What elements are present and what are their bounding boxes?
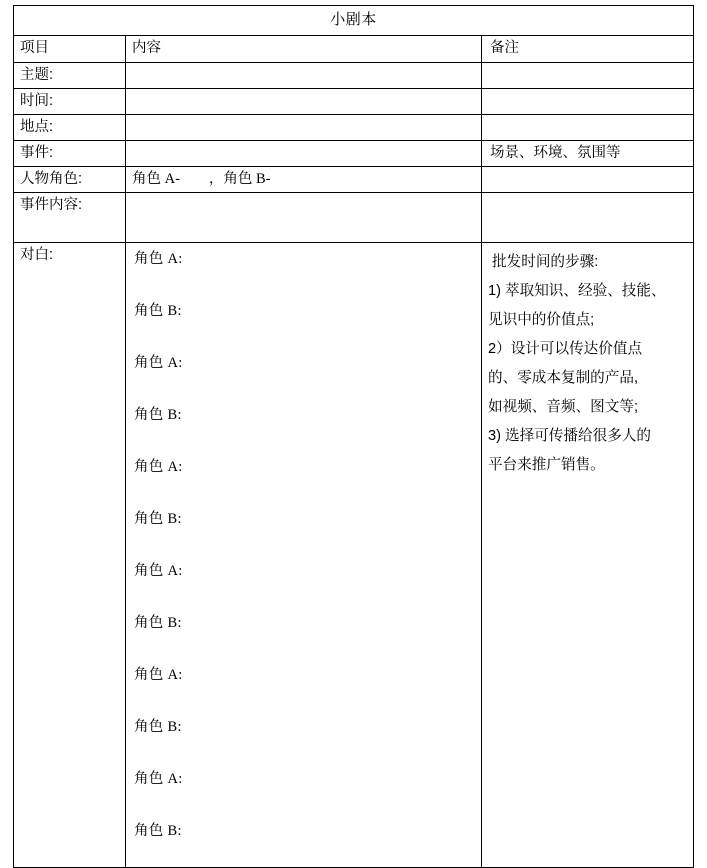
- dialogue-line[interactable]: 角色 A:: [134, 667, 183, 683]
- row-label-cell: [14, 167, 126, 193]
- table-row: [14, 141, 694, 167]
- table-header-row: [14, 36, 694, 63]
- row-label: 地点:: [20, 119, 54, 135]
- notes-line: 批发时间的步骤:: [488, 254, 599, 270]
- row-notes: [482, 89, 693, 94]
- dialogue-content-cell[interactable]: [126, 243, 482, 868]
- row-notes: [482, 167, 693, 172]
- row-label: 事件:: [20, 145, 54, 161]
- dialogue-notes-cell[interactable]: [482, 243, 694, 868]
- notes-line: 如视频、音频、图文等;: [488, 399, 638, 415]
- document-title-cell: [14, 6, 694, 36]
- row-content-cell[interactable]: [126, 193, 482, 243]
- row-notes-cell[interactable]: [482, 167, 694, 193]
- column-header-item: 项目: [20, 40, 49, 56]
- header-cell-notes: [482, 36, 694, 63]
- dialogue-line[interactable]: 角色 A:: [134, 771, 183, 787]
- row-label: 对白:: [20, 247, 54, 263]
- row-label: 时间:: [20, 93, 54, 109]
- dialogue-line[interactable]: 角色 A:: [134, 563, 183, 579]
- row-content: [126, 141, 481, 146]
- row-notes-cell[interactable]: [482, 63, 694, 89]
- notes-text-block: [482, 243, 693, 480]
- row-content: [126, 89, 481, 94]
- dialogue-line[interactable]: 角色 A:: [134, 251, 183, 267]
- dialogue-line[interactable]: 角色 A:: [134, 355, 183, 371]
- row-label-cell: [14, 63, 126, 89]
- row-label-cell: [14, 193, 126, 243]
- table-row: [14, 63, 694, 89]
- row-content-cell[interactable]: [126, 89, 482, 115]
- table-body: [14, 6, 694, 868]
- dialogue-line[interactable]: 角色 B:: [134, 615, 182, 631]
- row-notes: [482, 193, 693, 198]
- row-content: [126, 193, 481, 198]
- dialogue-line[interactable]: 角色 B:: [134, 511, 182, 527]
- row-content-cell[interactable]: [126, 167, 482, 193]
- notes-line: 2）设计可以传达价值点: [488, 341, 643, 357]
- notes-line: 1) 萃取知识、经验、技能、: [488, 283, 666, 299]
- row-label: 事件内容:: [20, 197, 83, 213]
- notes-line: 3) 选择可传播给很多人的: [488, 428, 651, 444]
- notes-line: 平台来推广销售。: [488, 457, 605, 473]
- dialogue-line-list: [126, 243, 481, 867]
- table-row: [14, 193, 694, 243]
- dialogue-line[interactable]: 角色 B:: [134, 407, 182, 423]
- row-label-cell: [14, 89, 126, 115]
- header-cell-label: [14, 36, 126, 63]
- dialogue-line[interactable]: 角色 A:: [134, 459, 183, 475]
- row-content-cell[interactable]: [126, 115, 482, 141]
- script-table: [13, 5, 694, 868]
- table-row: [14, 115, 694, 141]
- table-row: [14, 89, 694, 115]
- column-header-content: 内容: [132, 40, 161, 56]
- table-row: [14, 167, 694, 193]
- row-content: [126, 63, 481, 68]
- row-notes-cell[interactable]: [482, 141, 694, 167]
- row-notes-cell[interactable]: [482, 89, 694, 115]
- row-notes: [482, 115, 693, 120]
- row-label-cell: [14, 141, 126, 167]
- row-content-cell[interactable]: [126, 141, 482, 167]
- row-notes: [482, 63, 693, 68]
- header-cell-content: [126, 36, 482, 63]
- notes-line: 的、零成本复制的产品,: [488, 370, 638, 386]
- dialogue-line[interactable]: 角色 B:: [134, 823, 182, 839]
- notes-line: 见识中的价值点;: [488, 312, 595, 328]
- row-notes: 场景、环境、氛围等: [490, 145, 621, 161]
- row-content-cell[interactable]: [126, 63, 482, 89]
- row-content: [126, 115, 481, 120]
- row-content: 角色 A- ，角色 B-: [132, 171, 271, 187]
- dialogue-label-cell: [14, 243, 126, 868]
- row-notes-cell[interactable]: [482, 193, 694, 243]
- page-title: 小剧本: [330, 11, 377, 28]
- column-header-notes: 备注: [490, 40, 519, 56]
- dialogue-row: [14, 243, 694, 868]
- row-notes-cell[interactable]: [482, 115, 694, 141]
- row-label-cell: [14, 115, 126, 141]
- dialogue-line[interactable]: 角色 B:: [134, 303, 182, 319]
- dialogue-line[interactable]: 角色 B:: [134, 719, 182, 735]
- row-label: 人物角色:: [20, 171, 83, 187]
- row-label: 主题:: [20, 67, 54, 83]
- title-row: [14, 6, 694, 36]
